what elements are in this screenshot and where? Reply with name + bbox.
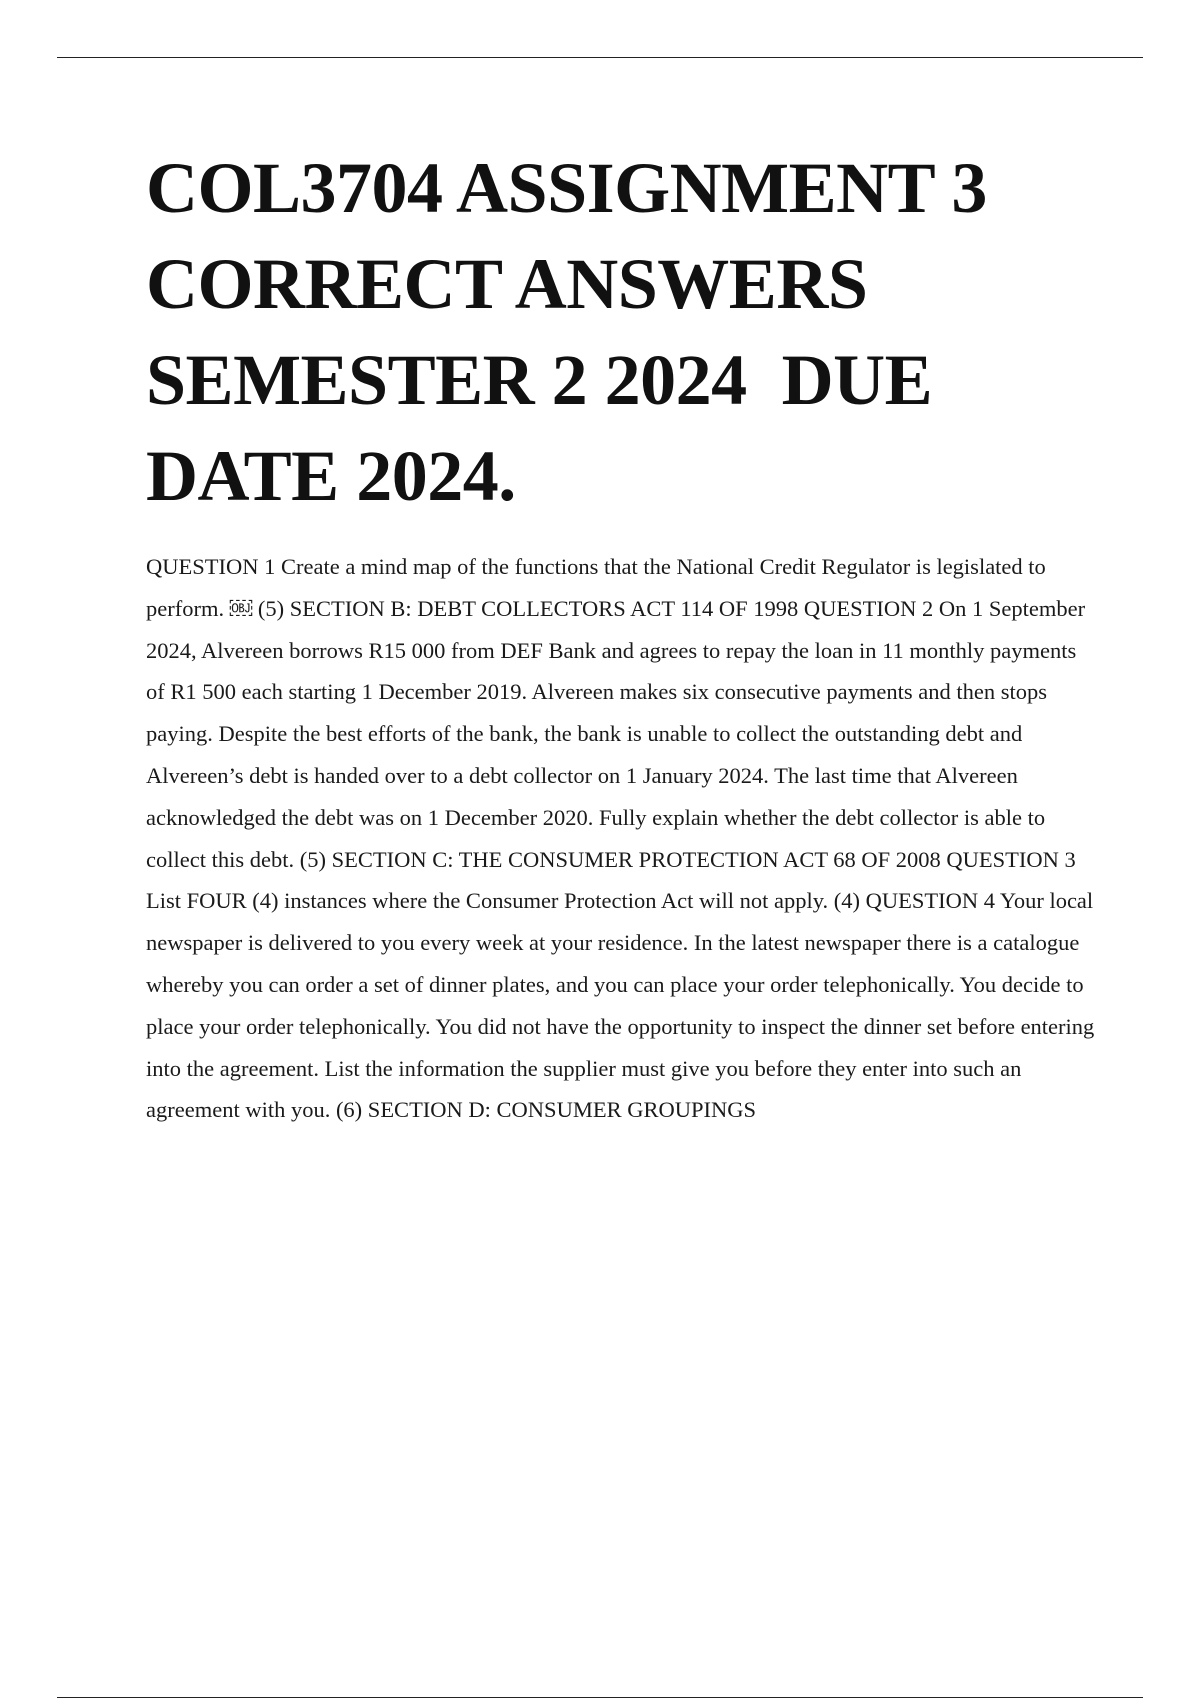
bottom-rule — [57, 1697, 1143, 1698]
document-body: QUESTION 1 Create a mind map of the functions that the National Credit Regulator is legislated to perform. ￼ (5) SECTION B: DEBT COLLECTORS ACT 114 OF 1998 QUESTION 2 On 1 September 2024, Alvereen borrows R15 000 from DEF Bank and agrees to repay the loan in 11 monthly payments of R1 500 each starting 1 December 2019. Alvereen makes six consecutive payments and then stops paying. Despite the best efforts of the bank, the bank is unable to collect the outstanding debt and Alvereen’s debt is handed over to a debt collector on 1 January 2024. The last time that Alvereen acknowledged the debt was on 1 December 2020. Fully explain whether the debt collector is able to collect this debt. (5) SECTION C: THE CONSUMER PROTECTION ACT 68 OF 2008 QUESTION 3 List FOUR (4) instances where the Consumer Protection Act will not apply. (4) QUESTION 4 Your local newspaper is delivered to you every week at your residence. In the latest newspaper there is a catalogue whereby you can order a set of dinner plates, and you can place your order telephonically. You decide to place your order telephonically. You did not have the opportunity to inspect the dinner set before entering into the agreement. List the information the supplier must give you before they enter into such an agreement with you. (6) SECTION D: CONSUMER GROUPINGS — [146, 554, 1095, 1123]
document-title: COL3704 ASSIGNMENT 3 CORRECT ANSWERS SEMESTER 2 2024 DUE DATE 2024. — [146, 148, 1005, 516]
top-rule — [57, 57, 1143, 58]
